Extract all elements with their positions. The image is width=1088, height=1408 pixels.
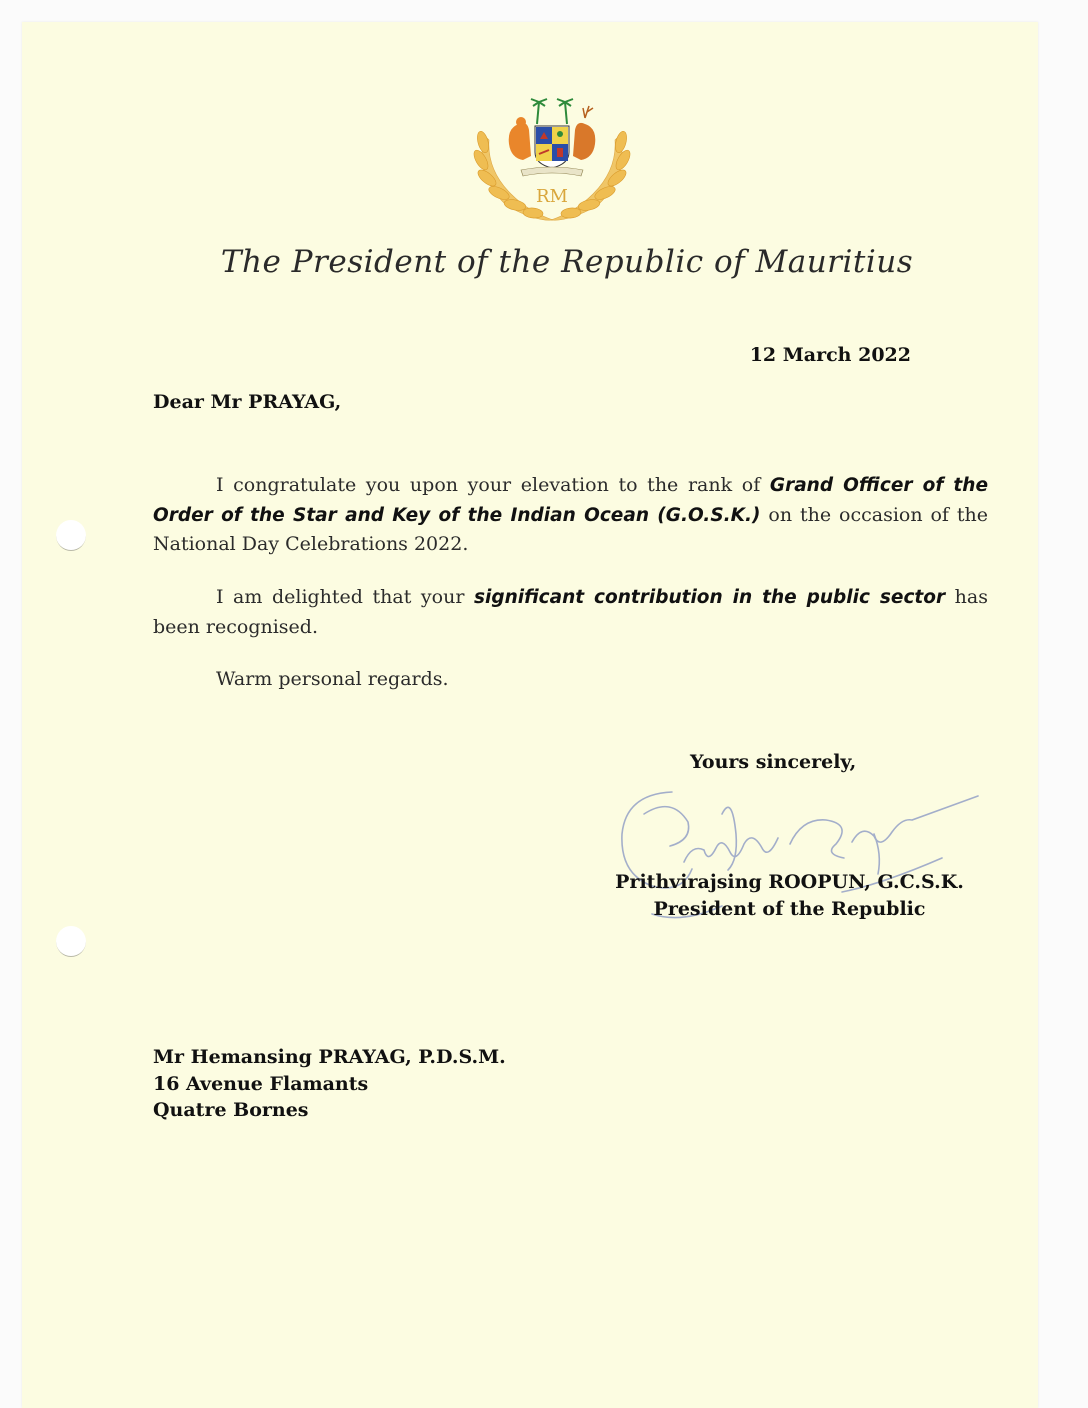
body-paragraph-recognition — [153, 583, 988, 641]
closing-phrase: Yours sincerely, — [690, 751, 857, 773]
signer-name: Prithvirajsing ROOPUN, G.C.S.K. — [615, 871, 964, 893]
paragraph-text: I am delighted that your — [216, 586, 474, 608]
letterhead-title: The President of the Republic of Mauritius — [220, 244, 914, 280]
paragraph-text: I congratulate you upon your elevation to the rank of — [216, 474, 770, 496]
punch-hole-bottom — [56, 926, 86, 957]
body-paragraph-regards — [153, 665, 988, 694]
paragraph-text: on the occasion of the National Day Celebrations 2022. — [153, 503, 988, 555]
recipient-city: Quatre Bornes — [153, 1099, 309, 1121]
punch-hole-top — [56, 520, 86, 551]
body-paragraph-congratulation — [153, 471, 988, 559]
contribution-emphasis: significant contribution in the public sector — [473, 587, 946, 608]
coat-of-arms-crest — [467, 94, 637, 224]
award-title-emphasis: Grand Officer of the Order of the Star and Key of the Indian Ocean (G.O.S.K.) — [153, 475, 988, 526]
salutation: Dear Mr PRAYAG, — [153, 391, 342, 413]
signer-block — [582, 869, 997, 923]
recipient-name: Mr Hemansing PRAYAG, P.D.S.M. — [153, 1046, 506, 1068]
crest-monogram: RM — [536, 186, 568, 207]
paragraph-text: has been recognised. — [153, 586, 988, 638]
recipient-address — [153, 1044, 506, 1124]
letter-date: 12 March 2022 — [749, 344, 911, 366]
paragraph-text: Warm personal regards. — [216, 668, 449, 690]
letter-page — [22, 22, 1038, 1408]
recipient-street: 16 Avenue Flamants — [153, 1072, 369, 1095]
signer-title: President of the Republic — [653, 898, 926, 920]
